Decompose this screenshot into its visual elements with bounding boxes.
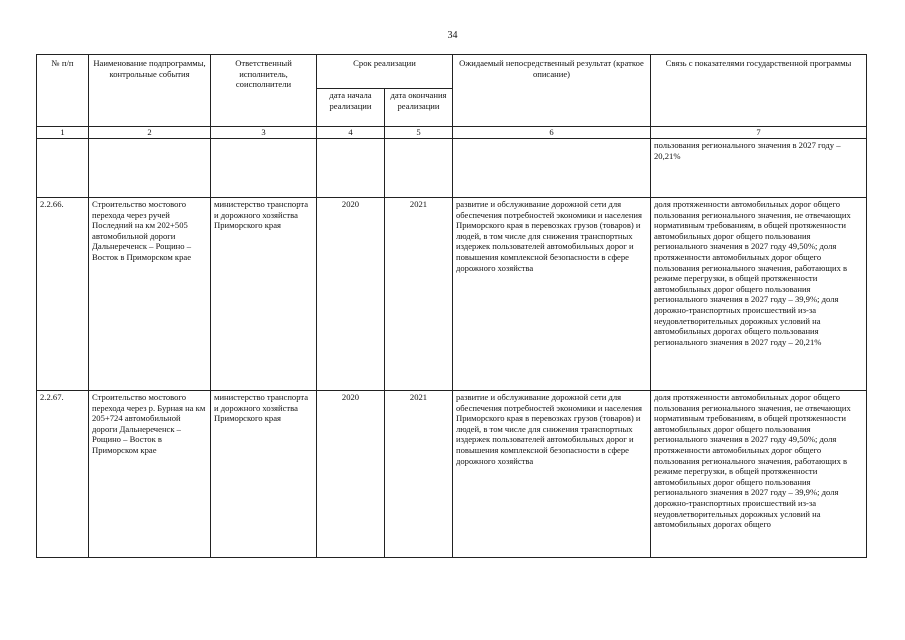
column-number-row [37, 127, 867, 139]
row-number: 2.2.67. [37, 391, 89, 558]
header-result: Ожидаемый непосредственный результат (краткое описание) [453, 55, 651, 127]
column-number: 6 [453, 127, 651, 139]
column-number: 5 [385, 127, 453, 139]
table-row [37, 198, 867, 391]
row-result: развитие и обслуживание дорожной сети для обеспечения потребностей экономики и населения Приморского края в перевозках грузов (товаров) и людей, в том числе для снижения транспортных издержек пользователей автомобильных дорог и повышения комплексной безопасности в сфере дорожного хозяйства [453, 391, 651, 558]
row-start-date: 2020 [317, 198, 385, 391]
header-num: № п/п [37, 55, 89, 127]
header-name: Наименование подпрограммы, контрольные события [89, 55, 211, 127]
row-link: доля протяженности автомобильных дорог общего пользования регионального значения, не отвечающих нормативным требованиям, в общей протяженности автомобильных дорог общего пользования регионального значения в 2027 году 49,50%; доля протяженности автомобильных дорог общего пользования регионального значения, работающих в режиме перегрузки, в общей протяженности автомобильных дорог общего пользования регионального значения в 2027 году – 39,9%; доля дорожно-транспортных происшествий из-за неудовлетворительных дорожных условий на автомобильных дорогах общего пользования регионального значения в 2027 году – 20,21% [651, 198, 867, 391]
row-start-date: 2020 [317, 391, 385, 558]
header-period: Срок реализации [317, 55, 453, 89]
row-name: Строительство мостового перехода через ручей Последний на км 202+505 автомобильной дороги Дальнереченск – Рощино – Восток в Приморском крае [89, 198, 211, 391]
row-result: развитие и обслуживание дорожной сети для обеспечения потребностей экономики и населения Приморского края в перевозках грузов (товаров) и людей, в том числе для снижения транспортных издержек пользователей автомобильных дорог и повышения комплексной безопасности в сфере дорожного хозяйства [453, 198, 651, 391]
header-link: Связь с показателями государственной программы [651, 55, 867, 127]
row-name: Строительство мостового перехода через р. Бурная на км 205+724 автомобильной дороги Дальнереченск – Рощино – Восток в Приморском крае [89, 391, 211, 558]
header-executor: Ответственный исполнитель, соисполнители [211, 55, 317, 127]
row-end-date: 2021 [385, 198, 453, 391]
column-number: 2 [89, 127, 211, 139]
continuation-row [37, 139, 867, 198]
table-row [37, 391, 867, 558]
row-number: 2.2.66. [37, 198, 89, 391]
page-number: 34 [447, 30, 458, 41]
row-end-date: 2021 [385, 391, 453, 558]
row-executor: министерство транспорта и дорожного хозяйства Приморского края [211, 198, 317, 391]
row-executor: министерство транспорта и дорожного хозяйства Приморского края [211, 391, 317, 558]
column-number: 1 [37, 127, 89, 139]
column-number: 4 [317, 127, 385, 139]
column-number: 7 [651, 127, 867, 139]
header-row [37, 55, 867, 89]
row-link: доля протяженности автомобильных дорог общего пользования регионального значения, не отвечающих нормативным требованиям, в общей протяженности автомобильных дорог общего пользования регионального значения в 2027 году 49,50%; доля протяженности автомобильных дорог общего пользования регионального значения, работающих в режиме перегрузки, в общей протяженности автомобильных дорог общего пользования регионального значения в 2027 году – 39,9%; доля дорожно-транспортных происшествий из-за неудовлетворительных дорожных условий на автомобильных дорогах общего [651, 391, 867, 558]
program-table [36, 54, 867, 558]
column-number: 3 [211, 127, 317, 139]
continuation-link-text: пользования регионального значения в 2027 году – 20,21% [651, 139, 867, 198]
header-start-date: дата начала реализации [317, 89, 385, 127]
header-end-date: дата окончания реализации [385, 89, 453, 127]
